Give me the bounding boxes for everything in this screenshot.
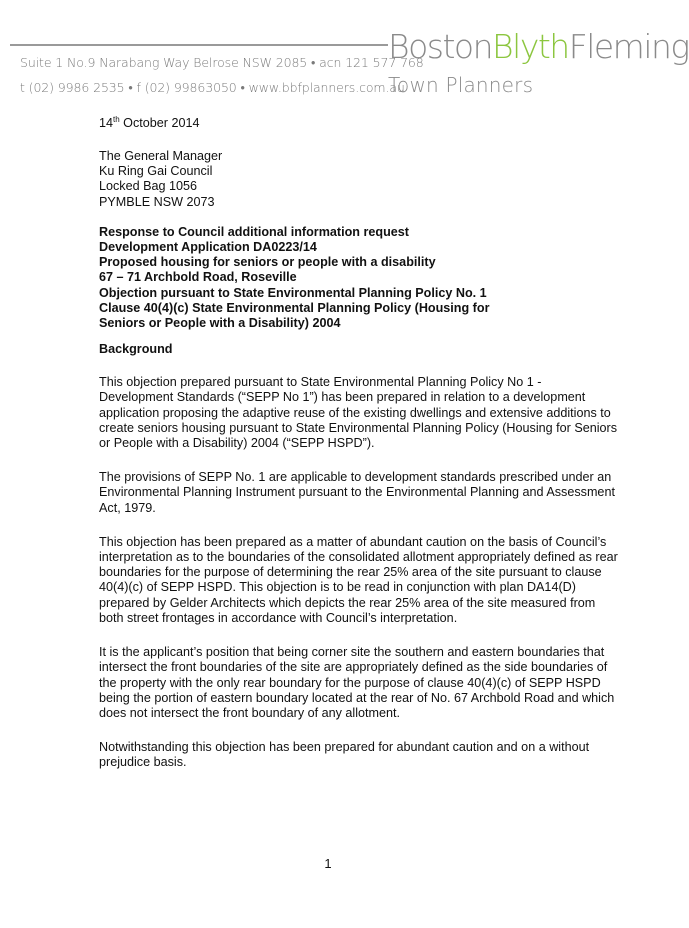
- letterhead-rule: [10, 44, 388, 46]
- body-paragraph: Notwithstanding this objection has been prepared for abundant caution and on a without prejudice basis.: [99, 740, 590, 770]
- letter-body: [99, 116, 619, 771]
- subject-line: Proposed housing for seniors or people with a disability: [99, 255, 436, 270]
- contact-line: t (02) 9986 2535 • f (02) 99863050 • www.bbfplanners.com.au: [20, 80, 405, 95]
- body-paragraph: The provisions of SEPP No. 1 are applicable to development standards prescribed under an Environmental Planning Instrument pursuant to the Environmental Planning and Assessment Act, 1979.: [99, 470, 615, 515]
- subject-block: [99, 225, 619, 331]
- address-line: Suite 1 No.9 Narabang Way Belrose NSW 2085 • acn 121 577 768: [20, 55, 424, 70]
- date-day: 14: [99, 116, 114, 130]
- subject-line: 67 – 71 Archbold Road, Roseville: [99, 270, 297, 285]
- letter-date: [99, 116, 619, 141]
- subject-line: Objection pursuant to State Environmental Planning Policy No. 1: [99, 285, 487, 300]
- body-paragraph: This objection prepared pursuant to State Environmental Planning Policy No 1 - Development Standards (“SEPP No 1”) has been prepared in relation to a development application proposing the adaptive reuse of the existing dwellings and extensive additions to create seniors housing pursuant to State Environmental Planning Policy (Housing for Seniors or People with a Disability) 2004 (“SEPP HSPD”).: [99, 375, 618, 451]
- subject-line: Response to Council additional information request: [99, 224, 409, 239]
- addressee-block: [99, 149, 619, 210]
- body-paragraph: It is the applicant’s position that being corner site the southern and eastern boundaries that intersect the front boundaries of the site are appropriately defined as the side boundaries of the property with the only rear boundary for the purpose of clause 40(4)(c) of SEPP HSPD being the portion of eastern boundary located at the rear of No. 67 Archbold Road and which does not intersect the front boundary of any allotment.: [99, 645, 615, 720]
- brand-subtitle: Town Planners: [388, 73, 534, 97]
- addressee-line: PYMBLE NSW 2073: [99, 194, 215, 209]
- body-paragraph: This objection has been prepared as a matter of abundant caution on the basis of Council’s interpretation as to the boundaries of the consolidated allotment appropriately defined as rear boundaries for the purpose of determining the rear 25% area of the site pursuant to clause 40(4)(c) of SEPP HSPD. This objection is to be read in conjunction with plan DA14(D) prepared by Gelder Architects which depicts the rear 25% area of the site measured from both street frontages in accordance with Council’s interpretation.: [99, 534, 618, 625]
- addressee-line: Ku Ring Gai Council: [99, 164, 213, 179]
- letterhead: [0, 0, 689, 110]
- subject-line: Development Application DA0223/14: [99, 239, 317, 254]
- brand-word-2: Blyth: [492, 27, 569, 66]
- brand-word-3: Fleming: [568, 27, 689, 66]
- addressee-line: Locked Bag 1056: [99, 179, 198, 194]
- brand-logo: [388, 27, 689, 66]
- page-number: 1: [324, 856, 332, 871]
- subject-line: Clause 40(4)(c) State Environmental Planning Policy (Housing for: [99, 300, 490, 315]
- subject-line: Seniors or People with a Disability) 2004: [99, 315, 341, 330]
- date-suffix: th: [113, 114, 120, 124]
- date-month-year: October 2014: [119, 116, 200, 130]
- section-heading: Background: [99, 342, 173, 357]
- brand-word-1: Boston: [388, 27, 493, 66]
- addressee-line: The General Manager: [99, 149, 223, 163]
